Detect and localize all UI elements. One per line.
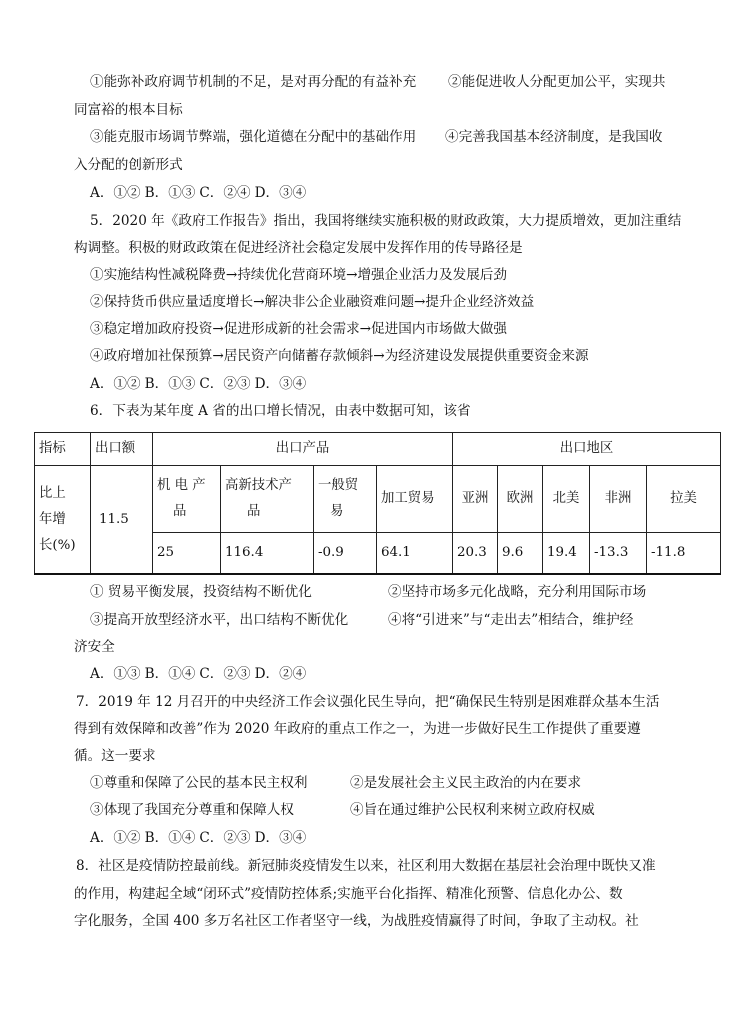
q7-option-3: ③体现了我国充分尊重和保障人权: [90, 802, 294, 818]
q5-stem-line1: 5．2020 年《政府工作报告》指出，我国将继续实施积极的财政政策，大力提质增效，更加注重结: [90, 213, 682, 229]
q6-option-3: ③提高开放型经济水平，出口结构不断优化: [90, 612, 349, 628]
q6-option-4: ④将“引进来”与“走出去”相结合，维护经: [388, 612, 634, 628]
export-growth-table: [34, 432, 721, 575]
answer-a: A．①②: [90, 185, 141, 201]
q5-option-4: ④政府增加社保预算→居民资产向储蓄存款倾斜→为经济建设发展提供重要资金来源: [90, 348, 589, 364]
q5-stem-line2: 构调整。积极的财政政策在促进经济社会稳定发展中发挥作用的传导路径是: [74, 240, 523, 256]
product-processing-trade: 加工贸易: [377, 466, 453, 533]
prev-option-3: ③能克服市场调节弊端，强化道德在分配中的基础作用: [90, 129, 417, 145]
q8-stem-line3: 字化服务，全国 400 多万名社区工作者坚守一线，为战胜疫情赢得了时间，争取了主动权。社: [74, 913, 639, 929]
q7-stem-line1: 7．2019 年 12 月召开的中央经济工作会议强化民生导向，把“确保民生特别是困难群众基本生活: [76, 694, 660, 710]
q7-answer-choices: [90, 828, 310, 848]
q6-option-4-cont: 济安全: [74, 639, 115, 655]
region-africa: 非洲: [590, 466, 647, 533]
header-export-regions: 出口地区: [453, 433, 721, 466]
region-north-america: 北美: [543, 466, 590, 533]
answer-d: D．③④: [254, 830, 307, 846]
value-hightech: 116.4: [221, 533, 314, 575]
value-latin-america: -11.8: [647, 533, 721, 575]
row-label-line2: 年增: [39, 511, 66, 527]
product-hightech: [221, 466, 314, 533]
answer-b: B．①③: [144, 376, 196, 392]
header-export-value: 出口额: [91, 433, 153, 466]
product-general-trade: [314, 466, 377, 533]
product-hightech-l1: 高新技术产: [225, 478, 292, 493]
answer-b: B．①④: [144, 830, 196, 846]
q7-option-2: ②是发展社会主义民主政治的内在要求: [350, 775, 582, 791]
q5-option-2: ②保持货币供应量适度增长→解决非公企业融资难问题→提升企业经济效益: [90, 294, 535, 310]
q8-stem-line2: 的作用，构建起全域“闭环式”疫情防控体系;实施平台化指挥、精准化预警、信息化办公、数: [74, 886, 623, 902]
prev-option-2-cont: 同富裕的根本目标: [74, 102, 183, 118]
answer-c: C．②④: [199, 185, 251, 201]
answer-c: C．②③: [199, 666, 251, 682]
product-hightech-l2: 品: [247, 504, 261, 519]
region-asia: 亚洲: [453, 466, 498, 533]
answer-a: A．①②: [90, 830, 141, 846]
value-europe: 9.6: [498, 533, 543, 575]
q6-option-1: ① 贸易平衡发展，投资结构不断优化: [90, 584, 312, 600]
q7-stem-line3: 循。这一要求: [74, 748, 156, 764]
answer-d: D．②④: [254, 666, 307, 682]
prev-option-1: ①能弥补政府调节机制的不足，是对再分配的有益补充: [90, 74, 417, 90]
answer-a: A．①③: [90, 666, 141, 682]
row-label-cell: [35, 466, 91, 575]
row-label-line1: 比上: [39, 485, 66, 501]
prev-option-4: ④完善我国基本经济制度，是我国收: [445, 129, 663, 145]
product-general-trade-l1: 一般贸: [318, 478, 359, 493]
value-north-america: 19.4: [543, 533, 590, 575]
answer-c: C．②③: [199, 376, 251, 392]
q6-answer-choices: [90, 664, 310, 684]
value-general-trade: -0.9: [314, 533, 377, 575]
q7-option-1: ①尊重和保障了公民的基本民主权利: [90, 775, 308, 791]
product-electromech: [153, 466, 221, 533]
value-asia: 20.3: [453, 533, 498, 575]
row-label-line3: 长(%): [39, 537, 76, 553]
region-latin-america: 拉美: [647, 466, 721, 533]
product-electromech-l2: 品: [173, 504, 187, 519]
header-export-products: 出口产品: [153, 433, 453, 466]
value-africa: -13.3: [590, 533, 647, 575]
q5-option-1: ①实施结构性减税降费→持续优化营商环境→增强企业活力及发展后劲: [90, 267, 507, 283]
answer-b: B．①③: [144, 185, 196, 201]
prev-answer-choices: [90, 183, 310, 203]
prev-option-4-cont: 入分配的创新形式: [74, 157, 183, 173]
export-value-cell: 11.5: [91, 466, 153, 575]
answer-d: D．③④: [254, 185, 307, 201]
answer-a: A．①②: [90, 376, 141, 392]
q5-option-3: ③稳定增加政府投资→促进形成新的社会需求→促进国内市场做大做强: [90, 321, 507, 337]
region-europe: 欧洲: [498, 466, 543, 533]
header-indicator: 指标: [35, 433, 91, 466]
value-processing-trade: 64.1: [377, 533, 453, 575]
q5-answer-choices: [90, 374, 310, 394]
q8-stem-line1: 8．社区是疫情防控最前线。新冠肺炎疫情发生以来，社区利用大数据在基层社会治理中既快又准: [76, 858, 656, 874]
value-electromech: 25: [153, 533, 221, 575]
product-general-trade-l2: 易: [330, 504, 344, 519]
q7-option-4: ④旨在通过维护公民权利来树立政府权威: [350, 802, 595, 818]
answer-b: B．①④: [144, 666, 196, 682]
q6-option-2: ②坚持市场多元化战略，充分利用国际市场: [388, 584, 647, 600]
q7-stem-line2: 得到有效保障和改善”作为 2020 年政府的重点工作之一，为进一步做好民生工作提供了重要遵: [74, 721, 641, 737]
prev-option-2: ②能促进收人分配更加公平，实现共: [448, 74, 666, 90]
q6-stem: 6．下表为某年度 A 省的出口增长情况，由表中数据可知，该省: [90, 403, 471, 419]
product-electromech-l1: 机 电 产: [157, 478, 206, 493]
answer-c: C．②③: [199, 830, 251, 846]
answer-d: D．③④: [254, 376, 307, 392]
